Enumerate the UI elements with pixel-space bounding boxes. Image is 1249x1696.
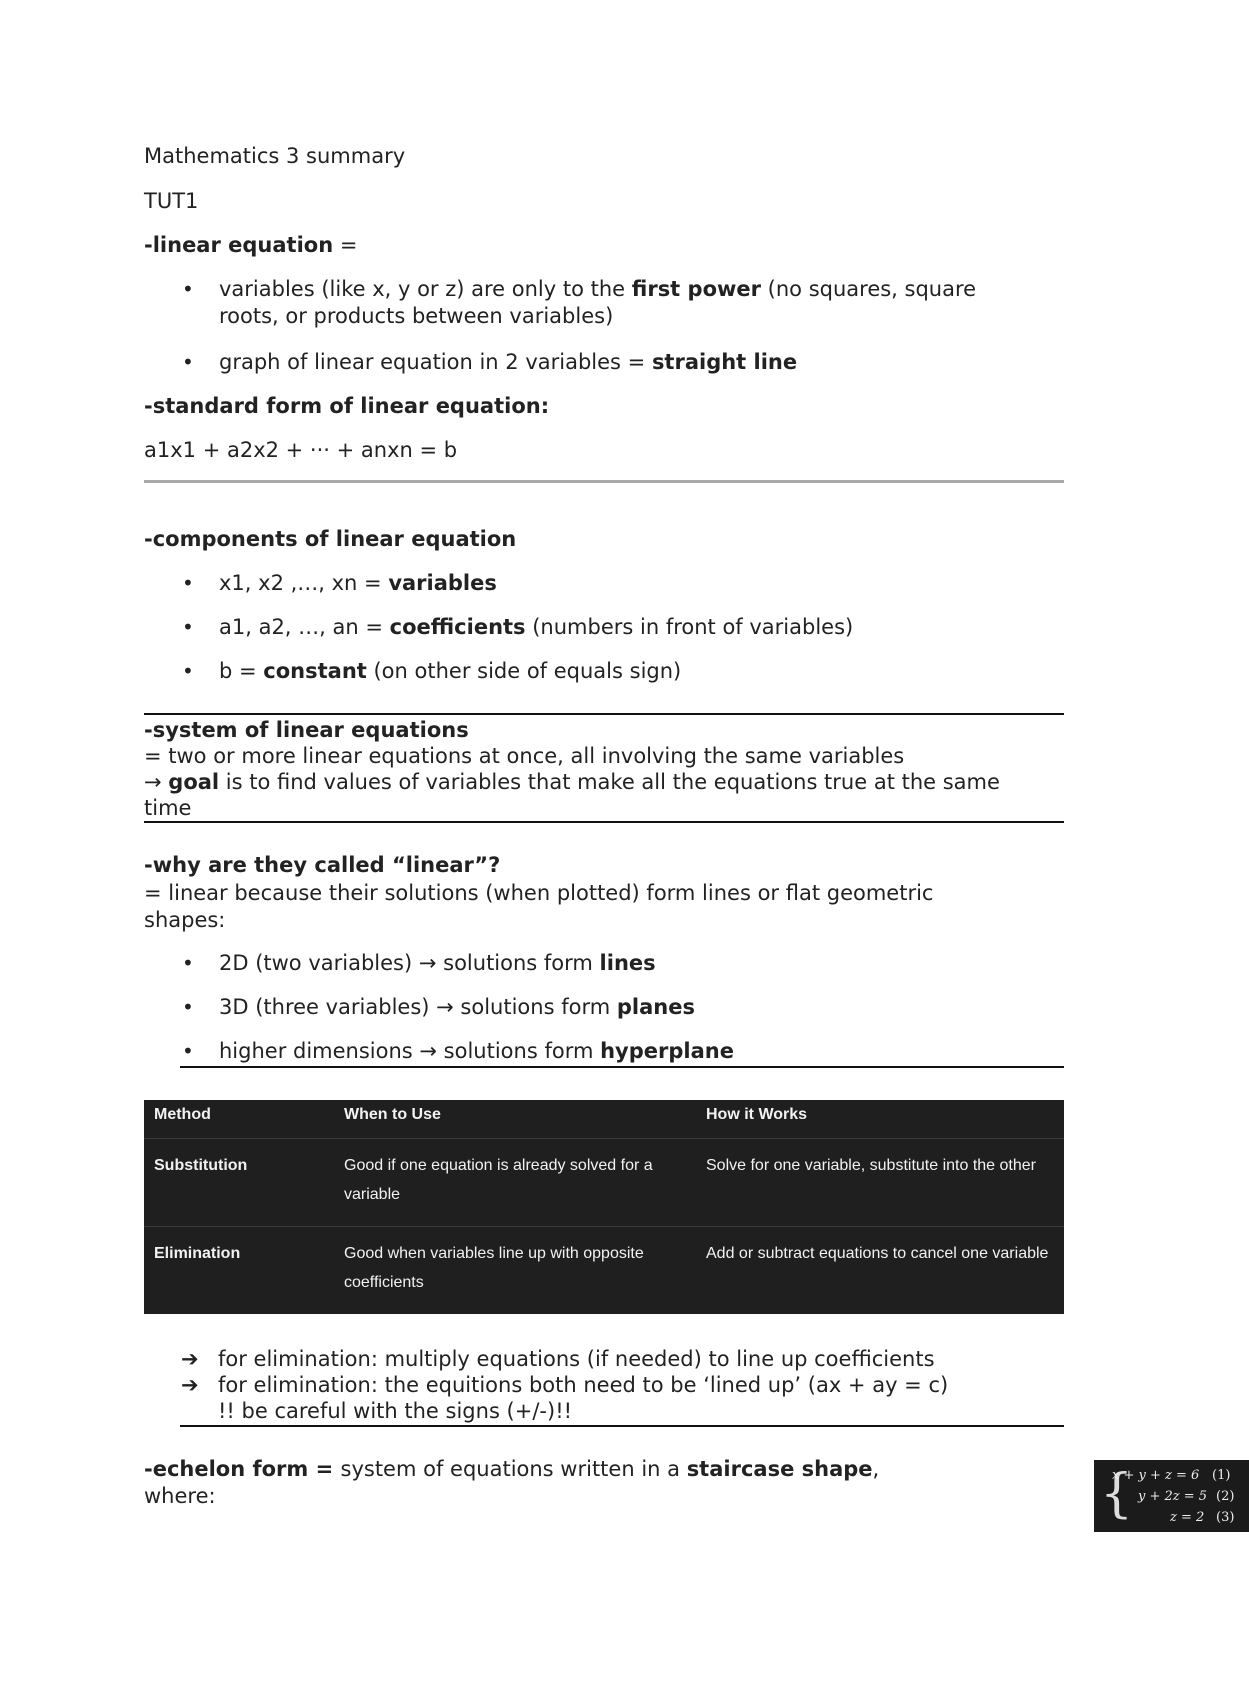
equation-2: y + 2z = 5	[1138, 1489, 1208, 1504]
table-cell: Substitution	[144, 1139, 334, 1227]
bullet-icon: •	[182, 1039, 194, 1063]
text: is to find values of variables that make all the equations true at the same	[219, 770, 1000, 794]
bold-text: coefficients	[389, 615, 526, 639]
components-heading: -components of linear equation	[144, 527, 517, 551]
standard-form-formula: a1x1 + a2x2 + ··· + anxn = b	[144, 438, 458, 462]
bold-text: -echelon form =	[144, 1457, 341, 1481]
text: graph of linear equation in 2 variables =	[219, 350, 652, 374]
echelon-equations-image	[1094, 1460, 1249, 1532]
text: (no squares, square	[761, 277, 977, 301]
methods-table	[144, 1100, 1064, 1314]
why-linear-text: = linear because their solutions (when plotted) form lines or flat geometric	[144, 881, 934, 905]
bullet-icon: •	[182, 277, 194, 301]
table-header-row	[144, 1100, 1064, 1139]
column-header: When to Use	[344, 1106, 441, 1123]
bullet-icon: •	[182, 995, 194, 1019]
echelon-text-continuation: where:	[144, 1484, 216, 1508]
bullet-icon: •	[182, 350, 194, 374]
text: roots, or products between variables)	[219, 304, 614, 328]
bold-text: first power	[631, 277, 761, 301]
text: for elimination: the equitions both need to be ‘lined up’ (ax + ay = c)	[218, 1373, 949, 1397]
bold-text: planes	[616, 995, 695, 1019]
equation-1: x + y + z = 6	[1112, 1468, 1200, 1483]
text: higher dimensions → solutions form	[219, 1039, 601, 1063]
heading-text: -linear equation	[144, 233, 334, 257]
section-divider	[180, 1425, 1064, 1427]
text: (numbers in front of variables)	[525, 615, 854, 639]
bold-text: constant	[263, 659, 367, 683]
tut-label: TUT1	[144, 189, 199, 213]
equation-3: z = 2	[1170, 1510, 1205, 1525]
system-goal	[144, 769, 1000, 795]
table-cell: Elimination	[144, 1227, 334, 1314]
brace-icon: {	[1100, 1464, 1134, 1524]
why-linear-heading: -why are they called “linear”?	[144, 853, 501, 877]
bold-text: staircase shape	[686, 1457, 873, 1481]
column-header: Method	[154, 1106, 211, 1123]
table-row	[144, 1227, 1064, 1314]
bullet-icon: •	[182, 659, 194, 683]
text: variables (like x, y or z) are only to the	[219, 277, 632, 301]
section-divider	[180, 1066, 1064, 1068]
equation-3-number: (3)	[1216, 1510, 1235, 1525]
linear-equation-heading	[144, 232, 357, 258]
text: system of equations written in a	[340, 1457, 687, 1481]
bold-text: goal	[168, 770, 220, 794]
text: 2D (two variables) → solutions form	[219, 951, 600, 975]
arrow-right-icon: ➔	[181, 1347, 199, 1371]
box-bottom-border	[144, 821, 1064, 823]
bold-text: lines	[599, 951, 656, 975]
arrow-right-icon: ➔	[181, 1373, 199, 1397]
text: (on other side of equals sign)	[366, 659, 682, 683]
text: a1, a2, …, an =	[219, 615, 390, 639]
arrow-right-icon: →	[144, 770, 169, 794]
echelon-heading	[144, 1456, 879, 1482]
text: ,	[872, 1457, 880, 1481]
equation-2-number: (2)	[1216, 1489, 1235, 1504]
bullet-icon: •	[182, 951, 194, 975]
equation-1-number: (1)	[1212, 1468, 1231, 1483]
text: !! be careful with the signs (+/-)!!	[218, 1399, 573, 1423]
table-cell: Solve for one variable, substitute into the other	[696, 1139, 1064, 1227]
table-row	[144, 1139, 1064, 1227]
bullet-icon: •	[182, 615, 194, 639]
system-heading: -system of linear equations	[144, 718, 469, 742]
system-definition: = two or more linear equations at once, all involving the same variables	[144, 744, 905, 768]
text: for elimination: multiply equations (if needed) to line up coefficients	[218, 1347, 935, 1371]
table-cell: Add or subtract equations to cancel one variable	[696, 1227, 1064, 1314]
heading-tail: =	[333, 233, 358, 257]
system-goal-continuation: time	[144, 796, 192, 820]
why-linear-text-continuation: shapes:	[144, 908, 226, 932]
table-cell: Good if one equation is already solved for a variable	[334, 1139, 696, 1227]
section-divider	[144, 480, 1064, 483]
bold-text: hyperplane	[600, 1039, 734, 1063]
table-cell: Good when variables line up with opposite coefficients	[334, 1227, 696, 1314]
bullet-icon: •	[182, 571, 194, 595]
column-header: How it Works	[706, 1106, 808, 1123]
document-title: Mathematics 3 summary	[144, 144, 406, 168]
standard-form-heading: -standard form of linear equation:	[144, 394, 550, 418]
bold-text: variables	[388, 571, 497, 595]
box-top-border	[144, 713, 1064, 715]
text: 3D (three variables) → solutions form	[219, 995, 617, 1019]
text: b =	[219, 659, 264, 683]
bold-text: straight line	[651, 350, 798, 374]
text: x1, x2 ,…, xn =	[219, 571, 389, 595]
